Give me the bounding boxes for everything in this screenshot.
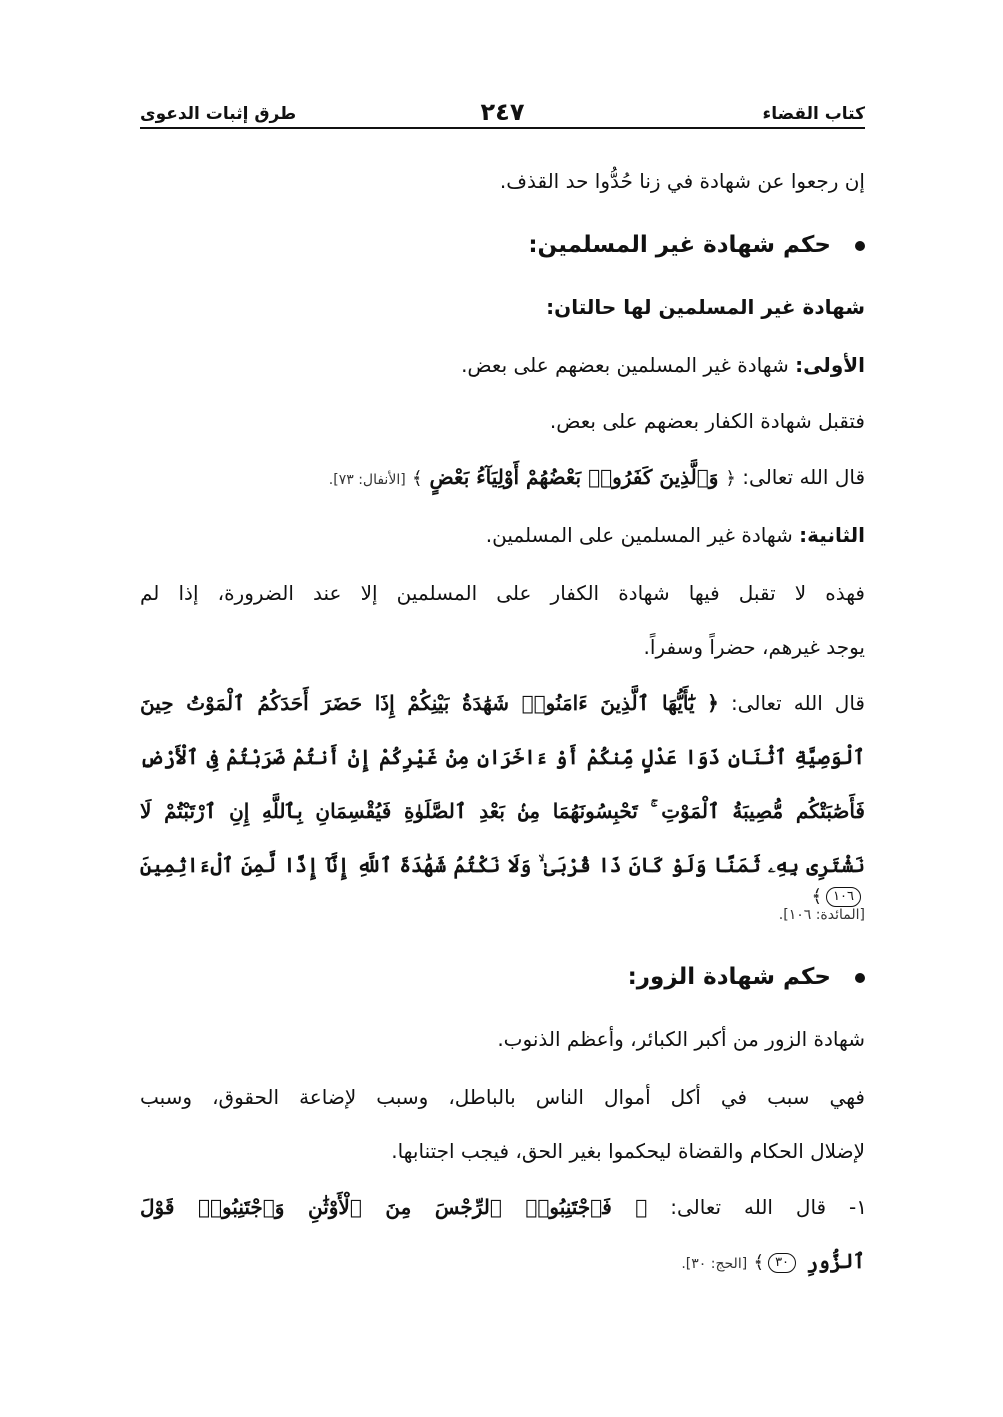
ornate-bracket-close: ﴾ (753, 1252, 765, 1273)
bullet-icon (855, 241, 865, 251)
quran-line: ٱلْوَصِيَّةِ ٱثْنَانِ ذَوَا عَدْلٍ مِّنكُمْ أَوْ ءَاخَرَانِ مِنْ غَيْرِكُمْ إِنْ أَنتُمْ ضَرَبْتُمْ فِى ٱلْأَرْضِ (140, 745, 865, 769)
case-text: شهادة غير المسلمين على المسلمين. (485, 523, 800, 547)
text-line: إن رجعوا عن شهادة في زنا حُدُّوا حد القذف. (499, 169, 865, 193)
ayah-number-marker: ٣٠ (768, 1253, 796, 1273)
surah-reference: [الأنفال: ٧٣]. (328, 472, 406, 488)
text-line: شهادة غير المسلمين لها حالتان: (546, 295, 865, 319)
ornate-bracket-close: ﴾ (811, 886, 823, 907)
bullet-icon (855, 973, 865, 983)
quote-intro: قال الله تعالى: (735, 465, 865, 489)
section-heading (628, 962, 865, 992)
text-line: لإضلال الحكام والقضاة ليحكموا بغير الحق، فيجب اجتنابها. (391, 1139, 865, 1163)
list-number: ١- (826, 1195, 867, 1219)
text-line: فهذه لا تقبل فيها شهادة الكفار على المسلمين إلا عند الضرورة، إذا لم (140, 581, 865, 605)
page-number: ٢٤٧ (480, 98, 525, 126)
chapter-title: طرق إثبات الدعوى (140, 104, 297, 124)
case-label: الثانية: (799, 523, 865, 547)
text-line: فهي سبب في أكل أموال الناس بالباطل، وسبب لإضاعة الحقوق، وسبب (140, 1085, 865, 1109)
quran-text: ﴿ فَٱجْتَنِبُوا۟ ٱلرِّجْسَ مِنَ ٱلْأَوْثَٰنِ وَٱجْتَنِبُوا۟ قَوْلَ (140, 1195, 648, 1219)
quran-line (140, 850, 865, 912)
heading-text: حكم شهادة غير المسلمين: (528, 232, 831, 258)
quote-intro: قال الله تعالى: (718, 691, 865, 715)
quran-line (140, 688, 865, 718)
case-label: الأولى: (795, 353, 865, 377)
quran-line: فَأَصَٰبَتْكُم مُّصِيبَةُ ٱلْمَوْتِ ۚ تَحْبِسُونَهُمَا مِنۢ بَعْدِ ٱلصَّلَوٰةِ فَيُقْسِمَانِ بِٱللَّهِ إِنِ ٱرْتَبْتُمْ لَا (140, 799, 865, 823)
book-title: كتاب القضاء (762, 104, 865, 124)
list-item (140, 1192, 867, 1222)
text-line: شهادة الزور من أكبر الكبائر، وأعظم الذنوب. (497, 1027, 865, 1051)
header-rule (140, 127, 865, 129)
quote-intro: قال الله تعالى: (647, 1195, 827, 1219)
quran-line (681, 1246, 865, 1279)
surah-reference: [الحج: ٣٠]. (681, 1256, 748, 1272)
surah-reference: [المائدة: ١٠٦]. (778, 907, 865, 923)
quran-citation (329, 462, 865, 495)
text-line (486, 520, 865, 550)
quran-text: نَشْتَرِى بِهِۦ ثَمَنًا وَلَوْ كَانَ ذَا قُرْبَىٰ ۙ وَلَا نَكْتُمُ شَهَٰدَةَ ٱللَّهِ إِنَّآ إِذًا لَّمِنَ ٱلْءَاثِمِينَ (140, 853, 865, 877)
case-text: شهادة غير المسلمين بعضهم على بعض. (461, 353, 796, 377)
quran-text: ﴿ يَٰٓأَيُّهَا ٱلَّذِينَ ءَامَنُوا۟ شَهَٰدَةُ بَيْنِكُمْ إِذَا حَضَرَ أَحَدَكُمُ ٱلْمَوْتُ حِينَ (140, 691, 719, 715)
text-line: فتقبل شهادة الكفار بعضهم على بعض. (549, 409, 865, 433)
text-line (461, 350, 865, 380)
heading-text: حكم شهادة الزور: (627, 964, 831, 990)
ayah-number-marker: ١٠٦ (826, 887, 861, 907)
text-line: يوجد غيرهم، حضراً وسفراً. (643, 635, 865, 659)
ornate-bracket-close: ﴾ (412, 468, 423, 489)
quran-text: وَٱلَّذِينَ كَفَرُوا۟ بَعْضُهُمْ أَوْلِيَآءُ بَعْضٍ (422, 465, 726, 489)
ornate-bracket-open: ﴿ (725, 468, 736, 489)
section-heading (528, 230, 865, 260)
quran-text: ٱلزُّورِ (806, 1249, 865, 1273)
